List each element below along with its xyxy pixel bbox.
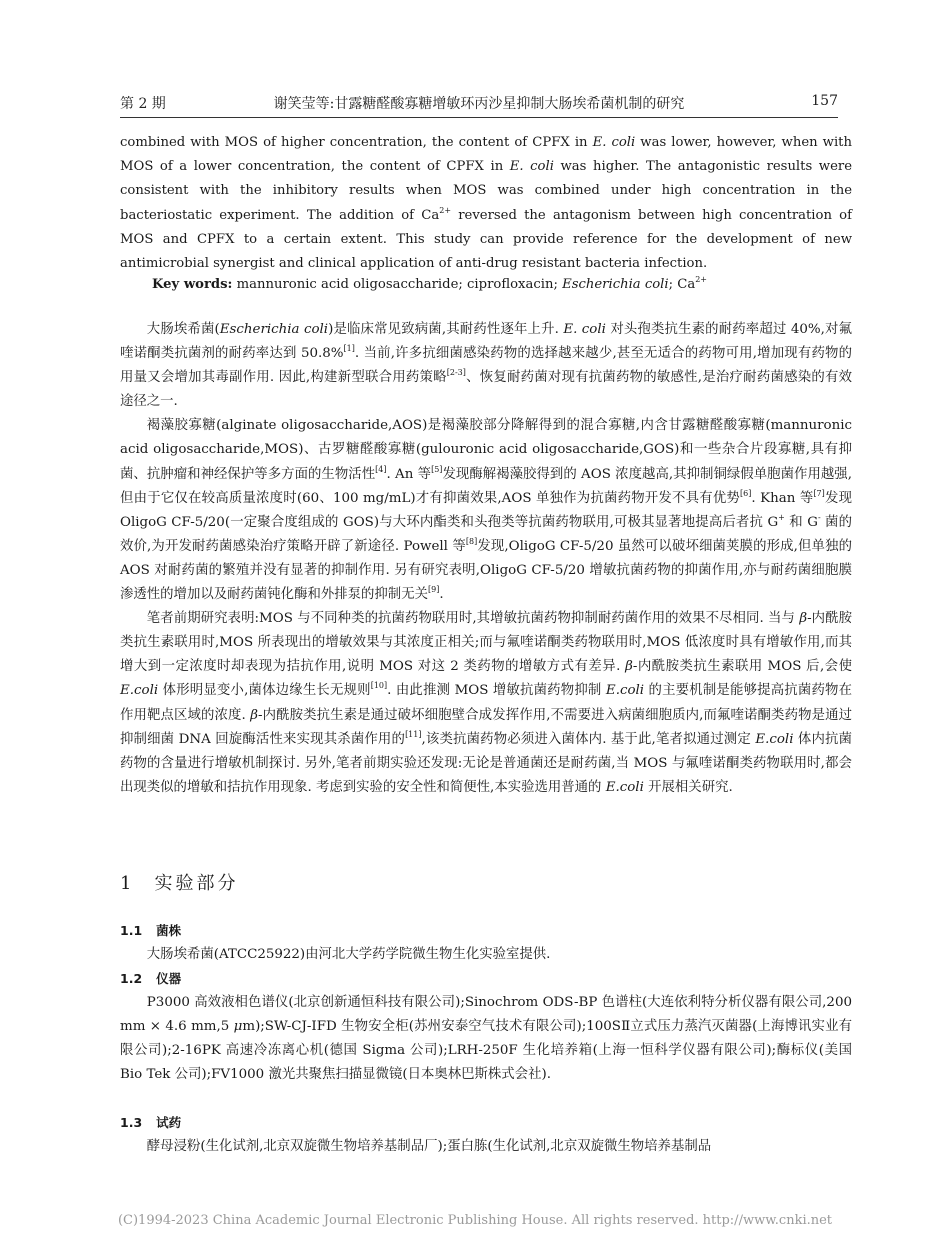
text: 褐藻胶寡糖(alginate oligosaccharide,AOS)是褐藻胶部分降解得到的混合寡糖,内含甘露糖醛酸寡糖(mannuronic acid oligosaccharide,MOS)、古罗糖醛酸寡糖(gulouronic acid oligosaccharide,GOS)和一些杂合片段寡糖,具有抑菌、抗肿瘤和神经保护等多方面的生物活性 <box>120 418 852 482</box>
text: -内酰胺类抗生素联用时,MOS 所表现出的增敏效果与其浓度正相关;而与氟喹诺酮类药物联用时,MOS 低浓度时具有增敏作用,而其增大到一定浓度时却表现为拮抗作用,说明 MOS 对这 2 类药物的增敏方式有差异. <box>120 611 853 675</box>
superscript: - <box>817 512 821 522</box>
text: 体内抗菌药物的含量进行增敏机制探讨. 另外,笔者前期实验还发现:无论是普通菌还是耐药菌,当 MOS 与氟喹诺酮类药物联用时,都会出现类似的增敏和拮抗作用现象. 考虑到实验的安全性和简便性,本实验选用普通的 <box>120 731 852 795</box>
citation: [6] <box>740 488 752 498</box>
running-title: 谢笑莹等:甘露糖醛酸寡糖增敏环丙沙星抑制大肠埃希菌机制的研究 <box>273 96 685 112</box>
text: 对头孢类抗生素的耐药率超过 40%,对氟喹诺酮类抗菌剂的耐药率达到 50.8% <box>120 322 852 362</box>
text: . 由此推测 MOS 增敏抗菌药物抑制 <box>387 683 606 699</box>
subsection-reagents <box>120 1111 852 1159</box>
text: 菌的效价,为开发耐药菌感染治疗策略开辟了新途径. Powell 等 <box>120 514 852 554</box>
text: ,该类抗菌药物必须进入菌体内. 基于此,笔者拟通过测定 <box>421 731 756 747</box>
citation: [9] <box>427 585 440 595</box>
greek-symbol: β <box>799 611 808 627</box>
species-name: E.coli <box>605 779 644 795</box>
keywords-superscript: 2+ <box>695 275 707 284</box>
abstract-text: reversed the antagonism between high concentration of MOS and CPFX to a certain extent. This study can provide reference for the development of new antimicrobial synergist and clinical application of anti-drug resistant bacteria infection. <box>120 207 852 272</box>
subsection-number: 1.1 <box>120 923 143 938</box>
intro-paragraph-1 <box>120 318 852 414</box>
species-name: E.coli <box>120 683 159 699</box>
abstract-paragraph <box>120 131 852 276</box>
intro-paragraph-3 <box>120 607 852 800</box>
english-abstract <box>120 131 852 276</box>
keywords-line <box>152 273 707 297</box>
subsection-text <box>120 991 852 1087</box>
abstract-species: E. coli <box>509 159 554 175</box>
subsection-text: 酵母浸粉(生化试剂,北京双旋微生物培养基制品厂);蛋白胨(生化试剂,北京双旋微生物培养基制品 <box>146 1139 712 1154</box>
text: . 当前,许多抗细菌感染药物的选择越来越少,甚至无适合的药物可用,增加现有药物的用量又会增加其毒副作用. 因此,构建新型联合用药策略 <box>120 346 853 386</box>
text: 、恢复耐药菌对现有抗菌药物的敏感性,是治疗耐药菌感染的有效途径之一. <box>120 370 852 410</box>
superscript: + <box>778 512 785 522</box>
subsection-text: 大肠埃希菌(ATCC25922)由河北大学药学院微生物生化实验室提供. <box>146 947 551 962</box>
header-rule <box>120 117 838 118</box>
greek-symbol: β <box>250 707 258 723</box>
text: -内酰胺类抗生素联用 MOS 后,会使 <box>632 659 852 675</box>
citation: [2-3] <box>446 368 466 378</box>
abstract-species: E. coli <box>592 135 636 150</box>
keywords-label: Key words: <box>152 277 233 292</box>
subsection-heading <box>120 1111 852 1135</box>
species-name: E. coli <box>563 322 606 337</box>
keywords-text: mannuronic acid oligosaccharide; ciprofloxacin; <box>232 277 563 292</box>
section-number: 1 <box>120 873 135 894</box>
text: 开展相关研究. <box>643 779 733 795</box>
text: . An 等 <box>386 466 432 482</box>
citation: [10] <box>370 681 388 691</box>
greek-symbol: μ <box>233 1019 243 1034</box>
abstract-text: combined with MOS of higher concentration, the content of CPFX in <box>120 135 593 150</box>
subsection-strain <box>120 919 852 967</box>
intro-paragraph-2 <box>120 414 852 607</box>
text: P3000 高效液相色谱仪(北京创新通恒科技有限公司);Sinochrom ODS-BP 色谱柱(大连依利特分析仪器有限公司,200 mm × 4.6 mm,5 <box>120 995 852 1034</box>
text: 发现,OligoG CF-5/20 虽然可以破坏细菌荚膜的形成,但单独的 AOS 对耐药菌的繁殖并没有显著的抑制作用. 另有研究表明,OligoG CF-5/20 增敏抗菌药物的抑菌作用,亦与耐药菌细胞膜渗透性的增加以及耐药菌钝化酶和外排泵的抑制无关 <box>120 538 852 603</box>
citation: [1] <box>343 344 355 354</box>
text: . Khan 等 <box>751 490 814 506</box>
species-name: E.coli <box>755 731 794 747</box>
subsection-heading <box>120 967 852 991</box>
copyright-footer: (C)1994-2023 China Academic Journal Electronic Publishing House. All rights reserved. http://www.cnki.net <box>117 1213 833 1228</box>
subsection-heading <box>120 919 852 943</box>
citation: [7] <box>813 488 825 498</box>
text: 和 G <box>784 514 818 530</box>
keywords-species: Escherichia coli <box>562 277 669 292</box>
text: . <box>439 587 444 603</box>
page-number: 157 <box>811 93 838 109</box>
subsection-title: 菌株 <box>156 923 182 938</box>
text: 笔者前期研究表明:MOS 与不同种类的抗菌药物联用时,其增敏抗菌药物抑制耐药菌作用的效果不尽相同. 当与 <box>146 611 800 627</box>
abstract-text: was higher. The antagonistic results were consistent with the inhibitory results when MOS was combined under high concentration in the bacteriostatic experiment. The addition of Ca <box>120 159 852 223</box>
keywords-text: ; Ca <box>668 277 696 292</box>
text: 大肠埃希菌( <box>146 322 220 337</box>
subsection-number: 1.3 <box>120 1115 143 1130</box>
citation: [5] <box>431 464 443 474</box>
citation: [8] <box>465 536 478 546</box>
abstract-superscript: 2+ <box>439 205 452 215</box>
section-title: 实验部分 <box>154 873 239 894</box>
citation: [4] <box>375 464 387 474</box>
text: m);SW-CJ-IFD 生物安全柜(苏州安泰空气技术有限公司);100SⅡ立式压力蒸汽灭菌器(上海博讯实业有限公司);2-16PK 高速冷冻离心机(德国 Sigma 公司);LRH-250F 生化培养箱(上海一恒科学仪器有限公司);酶标仪(美国 Bio Tek 公司);FV1000 激光共聚焦扫描显微镜(日本奥林巴斯株式会社). <box>120 1019 853 1082</box>
text: )是临床常见致病菌,其耐药性逐年上升. <box>328 322 564 337</box>
species-name: E.coli <box>605 683 645 699</box>
introduction <box>120 318 852 800</box>
subsection-instruments <box>120 967 852 1087</box>
subsection-number: 1.2 <box>120 971 143 986</box>
subsection-title: 试药 <box>156 1115 182 1130</box>
abstract-text: was lower, however, when with MOS of a lower concentration, the content of CPFX in <box>120 135 852 175</box>
text: 体形明显变小,菌体边缘生长无规则 <box>158 683 371 699</box>
text: 的主要机制是能够提高抗菌药物在作用靶点区域的浓度. <box>120 683 852 723</box>
greek-symbol: β <box>625 659 633 675</box>
section-heading <box>120 869 238 895</box>
issue-label: 第 2 期 <box>120 96 166 112</box>
text: 发现酶解褐藻胶得到的 AOS 浓度越高,其抑制铜绿假单胞菌作用越强,但由于它仅在较高质量浓度时(60、100 mg/mL)才有抑菌效果,AOS 单独作为抗菌药物开发不具有优势 <box>120 466 852 506</box>
species-name: Escherichia coli <box>219 322 329 337</box>
subsection-title: 仪器 <box>156 971 182 986</box>
text: 发现 OligoG CF-5/20(一定聚合度组成的 GOS)与大环内酯类和头孢类等抗菌药物联用,可极其显著地提高后者抗 G <box>120 490 852 530</box>
citation: [11] <box>405 729 422 739</box>
text: -内酰胺类抗生素是通过破坏细胞壁合成发挥作用,不需要进入病菌细胞质内,而氟喹诺酮类药物是通过抑制细菌 DNA 回旋酶活性来实现其杀菌作用的 <box>120 707 852 747</box>
running-header <box>120 93 838 115</box>
